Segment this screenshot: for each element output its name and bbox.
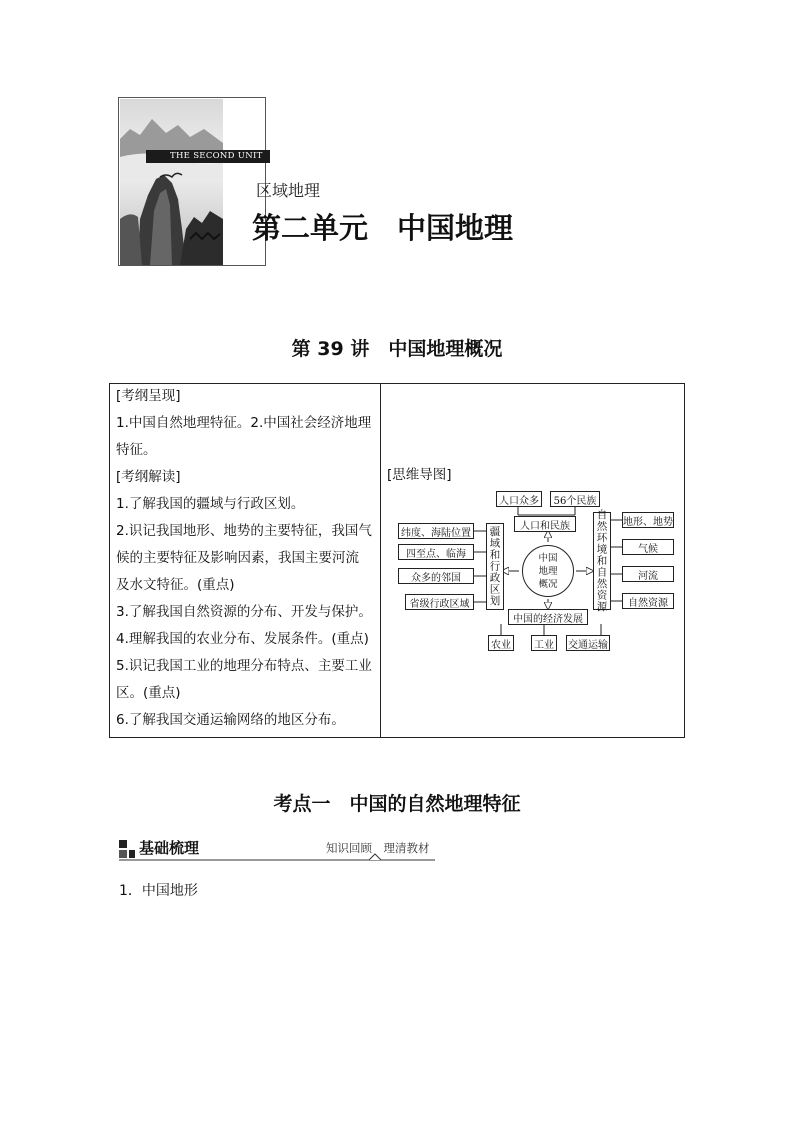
outline-line: 5.识记我国工业的地理分布特点、主要工业 xyxy=(116,658,372,674)
mindmap-box-population: 人口众多 xyxy=(496,491,542,507)
outline-line: 及水文特征。(重点) xyxy=(116,577,235,593)
outline-line: 4.理解我国的农业分布、发展条件。(重点) xyxy=(116,631,369,647)
mindmap-box-extremities: 四至点、临海 xyxy=(398,544,474,560)
basic-review-title: 基础梳理 xyxy=(139,839,200,857)
outline-line: 1.了解我国的疆域与行政区划。 xyxy=(116,496,305,512)
mindmap-hub-territory: 疆域和行政区划 xyxy=(486,523,504,610)
outline-line: 区。(重点) xyxy=(116,685,181,701)
mindmap-box-climate: 气候 xyxy=(622,539,674,555)
outline-line: [考纲解读] xyxy=(116,469,181,485)
mindmap-box-neighbors: 众多的邻国 xyxy=(398,568,474,584)
mindmap-hub-economy: 中国的经济发展 xyxy=(508,609,588,625)
mindmap-center xyxy=(522,545,574,597)
mindmap-box-industry: 工业 xyxy=(531,635,557,651)
mindmap-box-agriculture: 农业 xyxy=(488,635,514,651)
mindmap-hub-environment: 自然环境和自然资源 xyxy=(593,512,611,610)
mindmap-center-label: 中国地理概况 xyxy=(538,552,558,590)
lesson-title: 第 39 讲 中国地理概况 xyxy=(291,338,503,360)
mindmap-box-transport: 交通运输 xyxy=(566,635,610,651)
mindmap-box-latitude: 纬度、海陆位置 xyxy=(398,523,474,539)
outline-line: [考纲呈现] xyxy=(116,388,181,404)
outline-line: 2.识记我国地形、地势的主要特征，我国气 xyxy=(116,523,372,539)
mindmap-label: [思维导图] xyxy=(387,467,452,483)
mindmap-box-provinces: 省级行政区域 xyxy=(405,594,474,610)
outline-line: 特征。 xyxy=(116,442,157,458)
mindmap-box-ethnic-groups: 56个民族 xyxy=(550,491,600,507)
section-title: 考点一 中国的自然地理特征 xyxy=(273,793,521,815)
outline-line: 3.了解我国自然资源的分布、开发与保护。 xyxy=(116,604,372,620)
basic-review-tag: 知识回顾 理清教材 xyxy=(326,841,430,855)
outline-line: 6.了解我国交通运输网络的地区分布。 xyxy=(116,712,345,728)
mindmap-box-rivers: 河流 xyxy=(622,566,674,582)
unit-english-band: THE SECOND UNIT xyxy=(146,150,270,163)
mindmap-box-terrain: 地形、地势 xyxy=(622,512,674,528)
mindmap-hub-population-ethnicity: 人口和民族 xyxy=(514,516,576,532)
outline-line: 候的主要特征及影响因素，我国主要河流 xyxy=(116,550,359,566)
mindmap-box-resources: 自然资源 xyxy=(622,593,674,609)
outline-line: 1.中国自然地理特征。2.中国社会经济地理 xyxy=(116,415,372,431)
list-item: 1．中国地形 xyxy=(119,883,198,899)
unit-subtitle: 区域地理 xyxy=(256,181,321,200)
unit-title: 第二单元 中国地理 xyxy=(252,211,514,245)
